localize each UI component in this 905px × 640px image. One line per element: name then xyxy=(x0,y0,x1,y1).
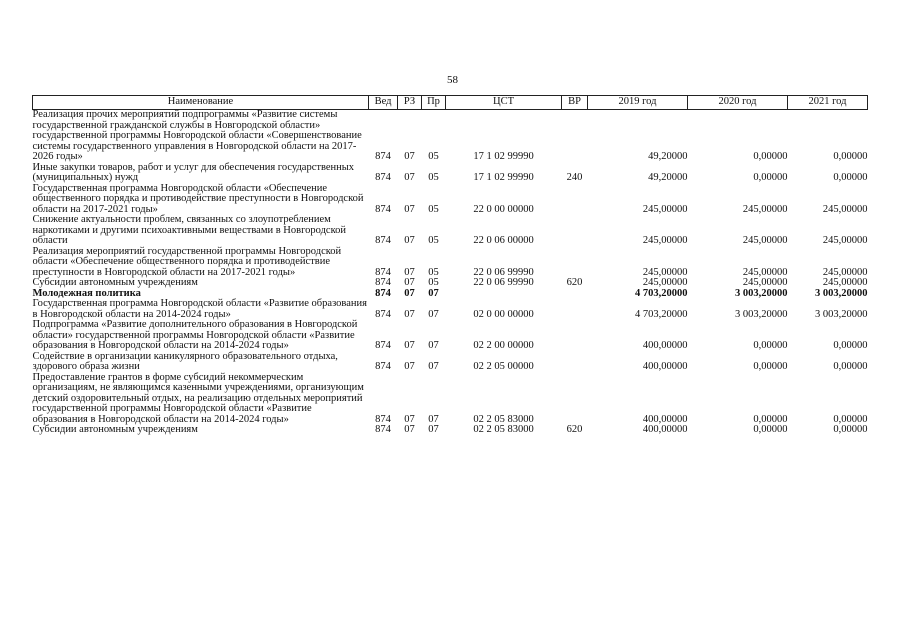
cell-2019: 245,00000 xyxy=(642,235,688,246)
cell-2021: 0,00000 xyxy=(833,413,868,425)
cell-2020: 245,00000 xyxy=(742,277,788,288)
table-row xyxy=(33,247,868,279)
table-row xyxy=(33,278,868,289)
cell-2019: 49,20000 xyxy=(648,151,688,162)
cell-2019: 4 703,20000 xyxy=(635,287,688,299)
cell-pr: 07 xyxy=(428,340,439,351)
cell-cst: 17 1 02 99990 xyxy=(473,151,534,162)
cell-cst: 17 1 02 99990 xyxy=(473,172,534,183)
cell-name: Иные закупки товаров, работ и услуг для обеспечения государственных (муниципальных) нужд xyxy=(32,161,355,183)
col-header-cst: ЦСТ xyxy=(446,96,562,110)
cell-vr: 620 xyxy=(566,277,583,288)
table-header xyxy=(33,96,868,110)
table-row xyxy=(33,320,868,352)
cell-pr: 07 xyxy=(428,361,439,372)
cell-2021: 245,00000 xyxy=(822,277,868,288)
col-header-2021: 2021 год xyxy=(788,96,868,110)
cell-2020: 0,00000 xyxy=(753,151,788,162)
cell-pr: 05 xyxy=(428,151,439,162)
cell-name: Субсидии автономным учреждениям xyxy=(32,277,198,288)
cell-cst: 22 0 06 00000 xyxy=(473,235,534,246)
cell-2019: 400,00000 xyxy=(642,413,688,425)
cell-name: Реализация мероприятий государственной программы Новгородской области «Обеспечение общественного порядка и противодействие преступности в Новгородской области на 2017-2021 годы» xyxy=(32,245,342,278)
cell-vr: 620 xyxy=(566,424,583,435)
cell-2021: 0,00000 xyxy=(833,424,868,435)
cell-2021: 0,00000 xyxy=(833,172,868,183)
cell-2019: 400,00000 xyxy=(642,361,688,372)
cell-pr: 07 xyxy=(428,287,439,299)
cell-cst: 02 2 05 83000 xyxy=(473,413,534,425)
table-row xyxy=(33,110,868,163)
cell-name: Подпрограмма «Развитие дополнительного образования в Новгородской области» государственной программы Новгородской области «Развитие образования в Новгородской области на 2014-2024 годы» xyxy=(32,319,358,351)
cell-2019: 245,00000 xyxy=(642,203,688,215)
cell-rz: 07 xyxy=(404,308,415,320)
cell-pr: 07 xyxy=(428,413,439,425)
cell-2020: 0,00000 xyxy=(753,424,788,435)
col-header-name: Наименование xyxy=(33,96,369,110)
cell-ved: 874 xyxy=(375,172,391,183)
cell-name: Снижение актуальности проблем, связанных со злоупотреблением наркотиками и другими психоактивными веществами в Новгородской области xyxy=(32,214,347,246)
cell-rz: 07 xyxy=(404,203,415,215)
cell-ved: 874 xyxy=(375,287,391,299)
cell-2019: 49,20000 xyxy=(648,172,688,183)
cell-2021: 245,00000 xyxy=(822,235,868,246)
cell-vr xyxy=(562,373,588,426)
cell-pr: 07 xyxy=(428,308,439,320)
cell-name: Содействие в организации каникулярного образовательного отдыха, здорового образа жизни xyxy=(32,350,338,372)
cell-2020: 0,00000 xyxy=(753,340,788,351)
cell-2019: 400,00000 xyxy=(642,340,688,351)
cell-vr xyxy=(562,320,588,352)
cell-name: Предоставление грантов в форме субсидий некоммерческим организациям, не являющимся казенными учреждениями, организующим детский оздоровительный отдых, на реализацию отдельных мероприятий государственной программы Новгородской области «Развитие образования в Новгородской области на 2014-2024 годы» xyxy=(32,371,364,425)
cell-rz: 07 xyxy=(404,424,415,435)
cell-2020: 245,00000 xyxy=(742,235,788,246)
cell-name: Субсидии автономным учреждениям xyxy=(32,424,198,435)
cell-vr: 240 xyxy=(566,172,583,183)
cell-ved: 874 xyxy=(375,203,391,215)
cell-cst xyxy=(446,289,562,300)
cell-rz: 07 xyxy=(404,340,415,351)
cell-2019: 4 703,20000 xyxy=(635,308,688,320)
cell-2020: 0,00000 xyxy=(753,413,788,425)
table-row xyxy=(33,299,868,320)
cell-cst: 02 0 00 00000 xyxy=(473,308,534,320)
cell-ved: 874 xyxy=(375,308,391,320)
cell-vr xyxy=(562,215,588,247)
cell-vr xyxy=(562,110,588,163)
cell-2021: 0,00000 xyxy=(833,361,868,372)
cell-2021: 245,00000 xyxy=(822,203,868,215)
table-body xyxy=(33,110,868,436)
cell-2020: 3 003,20000 xyxy=(735,287,788,299)
cell-2019: 400,00000 xyxy=(642,424,688,435)
col-header-2020: 2020 год xyxy=(688,96,788,110)
cell-2021: 3 003,20000 xyxy=(815,287,868,299)
cell-cst: 22 0 06 99990 xyxy=(473,277,534,288)
table-row xyxy=(33,215,868,247)
cell-pr: 07 xyxy=(428,424,439,435)
cell-ved: 874 xyxy=(375,340,391,351)
cell-2020: 0,00000 xyxy=(753,361,788,372)
cell-vr xyxy=(562,299,588,320)
cell-2021: 245,00000 xyxy=(822,266,868,278)
table-row xyxy=(33,373,868,426)
cell-ved: 874 xyxy=(375,361,391,372)
cell-rz: 07 xyxy=(404,235,415,246)
cell-ved: 874 xyxy=(375,151,391,162)
cell-pr: 05 xyxy=(428,172,439,183)
cell-pr: 05 xyxy=(428,277,439,288)
cell-rz: 07 xyxy=(404,277,415,288)
cell-2021: 0,00000 xyxy=(833,340,868,351)
cell-rz: 07 xyxy=(404,287,415,299)
cell-cst: 02 2 00 00000 xyxy=(473,340,534,351)
cell-rz: 07 xyxy=(404,413,415,425)
cell-2020: 245,00000 xyxy=(742,203,788,215)
cell-pr: 05 xyxy=(428,266,439,278)
cell-pr: 05 xyxy=(428,235,439,246)
cell-vr xyxy=(562,352,588,373)
col-header-rz: РЗ xyxy=(398,96,422,110)
cell-2021: 0,00000 xyxy=(833,151,868,162)
cell-cst: 22 0 06 99990 xyxy=(473,266,534,278)
budget-table xyxy=(32,95,868,436)
cell-ved: 874 xyxy=(375,277,391,288)
cell-vr xyxy=(562,184,588,216)
cell-2020: 245,00000 xyxy=(742,266,788,278)
cell-ved: 874 xyxy=(375,235,391,246)
cell-ved: 874 xyxy=(375,266,391,278)
cell-name: Государственная программа Новгородской области «Обеспечение общественного порядка и противодействие преступности в Новгородской области на 2017-2021 годы» xyxy=(32,182,364,215)
cell-rz: 07 xyxy=(404,361,415,372)
cell-rz: 07 xyxy=(404,172,415,183)
col-header-ved: Вед xyxy=(369,96,398,110)
cell-2020: 0,00000 xyxy=(753,172,788,183)
cell-name: Реализация прочих мероприятий подпрограммы «Развитие системы государственной гражданской службы в Новгородской области» государственной программы Новгородской области «Совершенствование системы государственного управления в Новгородской области на 2017-2026 годы» xyxy=(32,109,362,162)
cell-ved: 874 xyxy=(375,424,391,435)
cell-rz: 07 xyxy=(404,266,415,278)
table-row xyxy=(33,184,868,216)
cell-name: Молодежная политика xyxy=(32,287,141,299)
cell-2021: 3 003,20000 xyxy=(815,308,868,320)
cell-cst: 02 2 05 00000 xyxy=(473,361,534,372)
table-row xyxy=(33,163,868,184)
col-header-vr: ВР xyxy=(562,96,588,110)
cell-rz: 07 xyxy=(404,151,415,162)
cell-cst: 22 0 00 00000 xyxy=(473,203,534,215)
col-header-2019: 2019 год xyxy=(588,96,688,110)
cell-ved: 874 xyxy=(375,413,391,425)
cell-pr: 05 xyxy=(428,203,439,215)
col-header-pr: Пр xyxy=(422,96,446,110)
page-number: 58 xyxy=(447,74,458,86)
cell-2020: 3 003,20000 xyxy=(735,308,788,320)
cell-name: Государственная программа Новгородской области «Развитие образования в Новгородской области на 2014-2024 годы» xyxy=(32,298,367,320)
cell-cst: 02 2 05 83000 xyxy=(473,424,534,435)
cell-vr xyxy=(562,289,588,300)
cell-2019: 245,00000 xyxy=(642,266,688,278)
table-row xyxy=(33,425,868,436)
cell-vr xyxy=(562,247,588,279)
table-row xyxy=(33,352,868,373)
cell-2019: 245,00000 xyxy=(642,277,688,288)
